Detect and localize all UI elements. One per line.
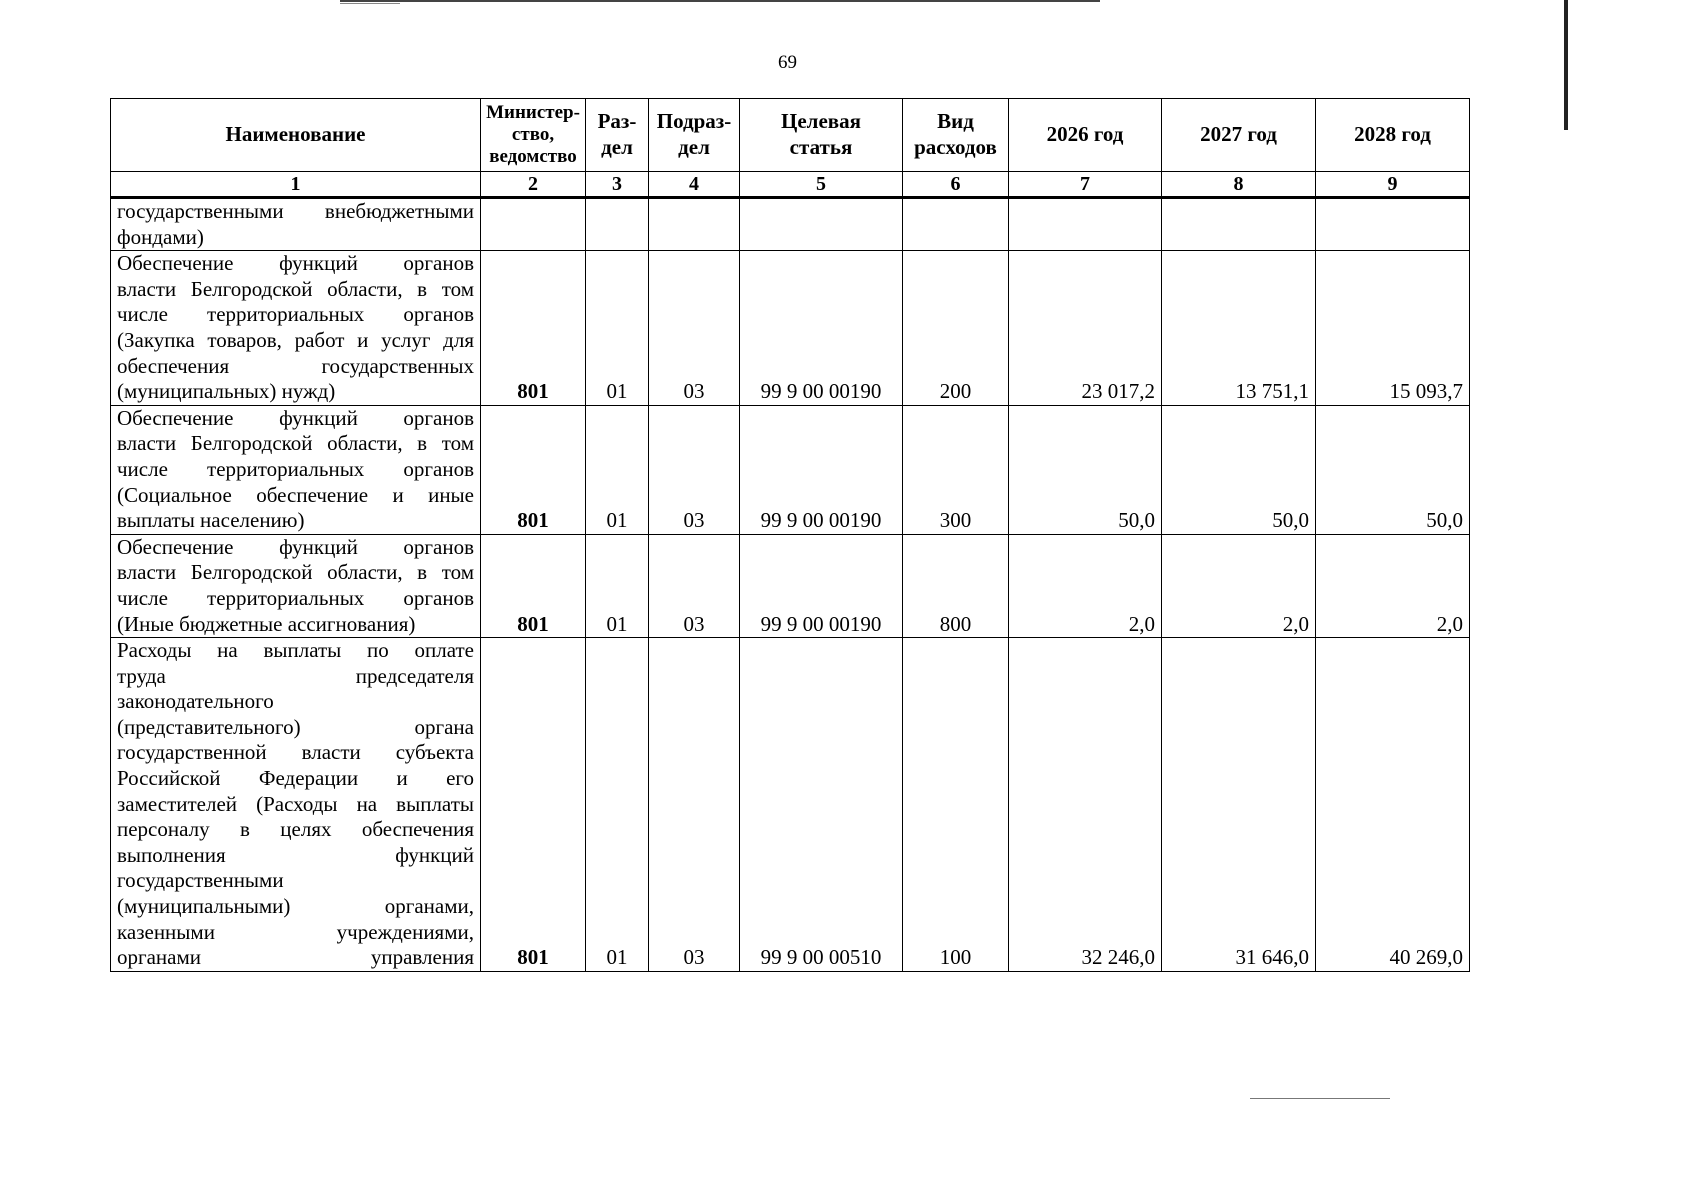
row-value-2026: 50,0: [1009, 405, 1162, 534]
row-name-line: (представительного) органа: [117, 714, 474, 739]
scan-artifact-top-line-short: [340, 3, 400, 4]
col-header-subsection-line: Подраз-: [656, 109, 732, 134]
row-value-2026: 32 246,0: [1009, 638, 1162, 972]
row-target: 99 9 00 00190: [740, 534, 903, 637]
row-name-line: обеспечения государственных: [117, 353, 474, 378]
row-expense-type: 200: [903, 251, 1009, 406]
row-name-line: государственными внебюджетными: [117, 199, 474, 223]
col-number: 4: [649, 172, 740, 198]
row-section: 01: [586, 405, 649, 534]
col-header-2027: 2027 год: [1162, 99, 1316, 172]
row-subsection: 03: [649, 534, 740, 637]
row-value-2028: 50,0: [1316, 405, 1470, 534]
row-name-line: фондами): [117, 224, 204, 249]
col-header-ministry-line: Министер-: [486, 102, 580, 123]
row-section: 01: [586, 251, 649, 406]
col-header-ministry-line: ведомство: [489, 146, 577, 167]
row-subsection: 03: [649, 405, 740, 534]
col-header-ministry: [481, 99, 586, 172]
row-section: 01: [586, 638, 649, 972]
row-name-line: (Иные бюджетные ассигнования): [117, 611, 416, 636]
col-number: 5: [740, 172, 903, 198]
column-number-row: [111, 172, 1470, 198]
row-value-2027: 31 646,0: [1162, 638, 1316, 972]
row-expense-type: 800: [903, 534, 1009, 637]
col-header-section-line: Раз-: [597, 109, 637, 134]
row-name-line: числе территориальных органов: [117, 585, 474, 610]
row-value-2028: 40 269,0: [1316, 638, 1470, 972]
row-name-line: труда председателя: [117, 663, 474, 688]
row-name: [111, 638, 481, 972]
row-name-line: выполнения функций: [117, 842, 474, 867]
row-name-line: власти Белгородской области, в том: [117, 276, 474, 301]
col-header-name: Наименование: [111, 99, 481, 172]
row-ministry: 801: [481, 638, 586, 972]
table-body: [111, 198, 1470, 972]
row-name-line: (Закупка товаров, работ и услуг для: [117, 327, 474, 352]
table-row: [111, 534, 1470, 637]
col-number: 3: [586, 172, 649, 198]
row-name-line: числе территориальных органов: [117, 302, 474, 327]
col-number: 1: [111, 172, 481, 198]
row-value-2027: 13 751,1: [1162, 251, 1316, 406]
budget-table: [110, 98, 1470, 972]
col-header-2026: 2026 год: [1009, 99, 1162, 172]
row-subsection: [649, 198, 740, 251]
col-header-2028: 2028 год: [1316, 99, 1470, 172]
row-target: 99 9 00 00190: [740, 251, 903, 406]
row-name-line: Обеспечение функций органов: [117, 534, 474, 559]
col-header-section: [586, 99, 649, 172]
col-number: 9: [1316, 172, 1470, 198]
row-target: 99 9 00 00510: [740, 638, 903, 972]
row-name: [111, 534, 481, 637]
table-row: [111, 638, 1470, 972]
row-name-line: законодательного: [117, 689, 274, 714]
row-ministry: 801: [481, 251, 586, 406]
row-expense-type: [903, 198, 1009, 251]
row-name-line: Обеспечение функций органов: [117, 251, 474, 276]
row-name-line: выплаты населению): [117, 508, 305, 533]
row-name-line: (муниципальных) нужд): [117, 379, 336, 404]
row-expense-type: 100: [903, 638, 1009, 972]
row-value-2027: 50,0: [1162, 405, 1316, 534]
scan-artifact-top-line: [340, 0, 1100, 2]
row-value-2027: [1162, 198, 1316, 251]
row-name: [111, 251, 481, 406]
row-value-2028: 15 093,7: [1316, 251, 1470, 406]
col-header-target-line: статья: [789, 135, 853, 159]
row-name-line: органами управления: [117, 945, 474, 970]
row-name-line: (муниципальными) органами,: [117, 894, 474, 919]
col-number: 8: [1162, 172, 1316, 198]
row-name-line: Обеспечение функций органов: [117, 405, 474, 430]
row-name: [111, 405, 481, 534]
row-name-line: Российской Федерации и его: [117, 766, 474, 791]
col-header-section-line: дел: [601, 135, 633, 159]
row-ministry: 801: [481, 534, 586, 637]
col-header-target: [740, 99, 903, 172]
table-row: [111, 198, 1470, 251]
col-header-expense-type-line: расходов: [914, 135, 997, 159]
row-section: 01: [586, 534, 649, 637]
row-name-line: Расходы на выплаты по оплате: [117, 638, 474, 663]
row-value-2026: 23 017,2: [1009, 251, 1162, 406]
row-value-2026: [1009, 198, 1162, 251]
row-value-2027: 2,0: [1162, 534, 1316, 637]
row-name-line: власти Белгородской области, в том: [117, 431, 474, 456]
col-header-subsection-line: дел: [678, 135, 710, 159]
scan-artifact-bottom-line: [1250, 1098, 1390, 1099]
row-name: [111, 198, 481, 251]
row-name-line: государственной власти субъекта: [117, 740, 474, 765]
row-subsection: 03: [649, 251, 740, 406]
row-target: [740, 198, 903, 251]
row-ministry: 801: [481, 405, 586, 534]
row-name-line: государственными: [117, 868, 284, 893]
row-name-line: казенными учреждениями,: [117, 919, 474, 944]
row-name-line: числе территориальных органов: [117, 456, 474, 481]
header-row: [111, 99, 1470, 172]
row-value-2028: [1316, 198, 1470, 251]
row-value-2026: 2,0: [1009, 534, 1162, 637]
row-subsection: 03: [649, 638, 740, 972]
col-header-subsection: [649, 99, 740, 172]
col-number: 6: [903, 172, 1009, 198]
table-row: [111, 405, 1470, 534]
row-name-line: (Социальное обеспечение и иные: [117, 482, 474, 507]
page-number: 69: [778, 52, 797, 73]
col-header-target-line: Целевая: [781, 109, 861, 134]
row-name-line: персоналу в целях обеспечения: [117, 817, 474, 842]
row-value-2028: 2,0: [1316, 534, 1470, 637]
col-number: 7: [1009, 172, 1162, 198]
row-section: [586, 198, 649, 251]
row-name-line: заместителей (Расходы на выплаты: [117, 791, 474, 816]
row-expense-type: 300: [903, 405, 1009, 534]
table-row: [111, 251, 1470, 406]
col-header-expense-type: [903, 99, 1009, 172]
row-target: 99 9 00 00190: [740, 405, 903, 534]
col-header-ministry-line: ство,: [511, 124, 555, 145]
col-number: 2: [481, 172, 586, 198]
row-name-line: власти Белгородской области, в том: [117, 560, 474, 585]
col-header-expense-type-line: Вид: [937, 109, 974, 134]
row-ministry: [481, 198, 586, 251]
